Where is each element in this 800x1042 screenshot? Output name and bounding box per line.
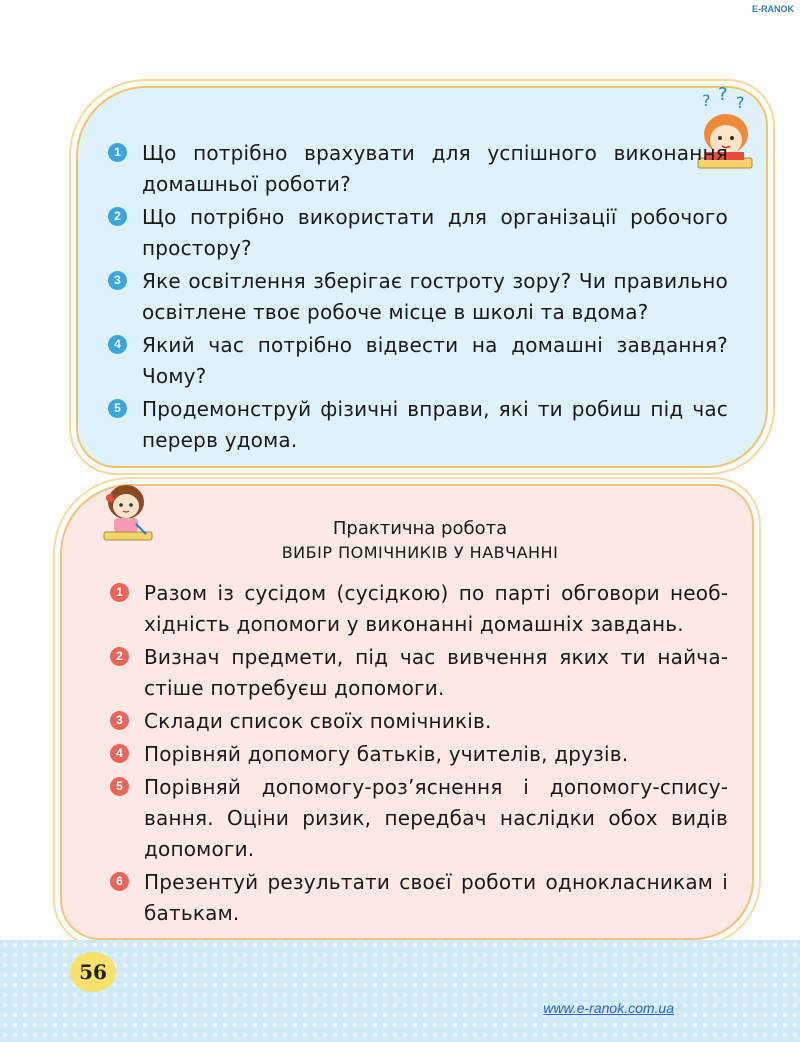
svg-text:?: ? — [702, 91, 711, 110]
item-text: Що потрібно використати для організації робочого простору? — [142, 205, 728, 260]
item-text: Яке освітлення зберігає гостроту зору? Чи правильно освітлене твоє робоче місце в школі та вдома? — [142, 269, 728, 324]
item-text: Порівняй допомогу-роз’яснення і допомогу-списування. Оціни ризик, передбач наслідки обох видів допомоги. — [144, 775, 728, 861]
number-bullet: 1 — [110, 583, 129, 602]
item-text: Визнач предмети, під час вивчення яких ти найчастіше потребуєш допомоги. — [144, 645, 728, 700]
list-item — [108, 138, 728, 200]
list-item — [110, 642, 728, 704]
svg-text:?: ? — [736, 93, 745, 112]
list-item — [110, 739, 728, 770]
item-text: Продемонструй фізичні вправи, які ти робиш під час перерв удома. — [142, 397, 728, 452]
number-bullet: 2 — [108, 207, 127, 226]
footer-band — [0, 940, 800, 1042]
item-text: Який час потрібно відвести на домашні завдання? Чому? — [142, 333, 728, 388]
number-bullet: 4 — [110, 744, 129, 763]
item-text: Склади список своїх помічників. — [144, 709, 492, 733]
list-item — [110, 867, 728, 929]
list-item — [108, 266, 728, 328]
brand-logo: E-RANOK — [752, 4, 794, 14]
item-text: Що потрібно врахувати для успішного виконання домашньої роботи? — [142, 141, 728, 196]
tasks-list — [110, 578, 728, 931]
number-bullet: 5 — [108, 399, 127, 418]
writing-girl-icon — [96, 478, 160, 548]
number-bullet: 6 — [110, 872, 129, 891]
list-item — [108, 330, 728, 392]
publisher-link[interactable]: www.e-ranok.com.ua — [543, 1000, 674, 1016]
list-item — [110, 578, 728, 640]
practical-work-subtitle: ВИБІР ПОМІЧНИКІВ У НАВЧАННІ — [281, 543, 559, 562]
number-bullet: 3 — [110, 711, 129, 730]
list-item — [110, 706, 728, 737]
practical-work-title: Практична робота — [332, 518, 508, 539]
list-item — [108, 394, 728, 456]
item-text: Презентуй результати своєї роботи однокласникам і батькам. — [144, 870, 728, 925]
number-bullet: 5 — [110, 777, 129, 796]
list-item — [110, 772, 728, 865]
svg-text:?: ? — [718, 86, 728, 105]
number-bullet: 4 — [108, 335, 127, 354]
questions-list — [108, 138, 728, 458]
item-text: Разом із сусідом (сусідкою) по парті обговори необхідність допомоги у виконанні домашніх завдань. — [144, 581, 728, 636]
number-bullet: 3 — [108, 271, 127, 290]
item-text: Порівняй допомогу батьків, учителів, друзів. — [144, 742, 629, 766]
page-number: 56 — [70, 952, 116, 992]
number-bullet: 2 — [110, 647, 129, 666]
number-bullet: 1 — [108, 143, 127, 162]
list-item — [108, 202, 728, 264]
